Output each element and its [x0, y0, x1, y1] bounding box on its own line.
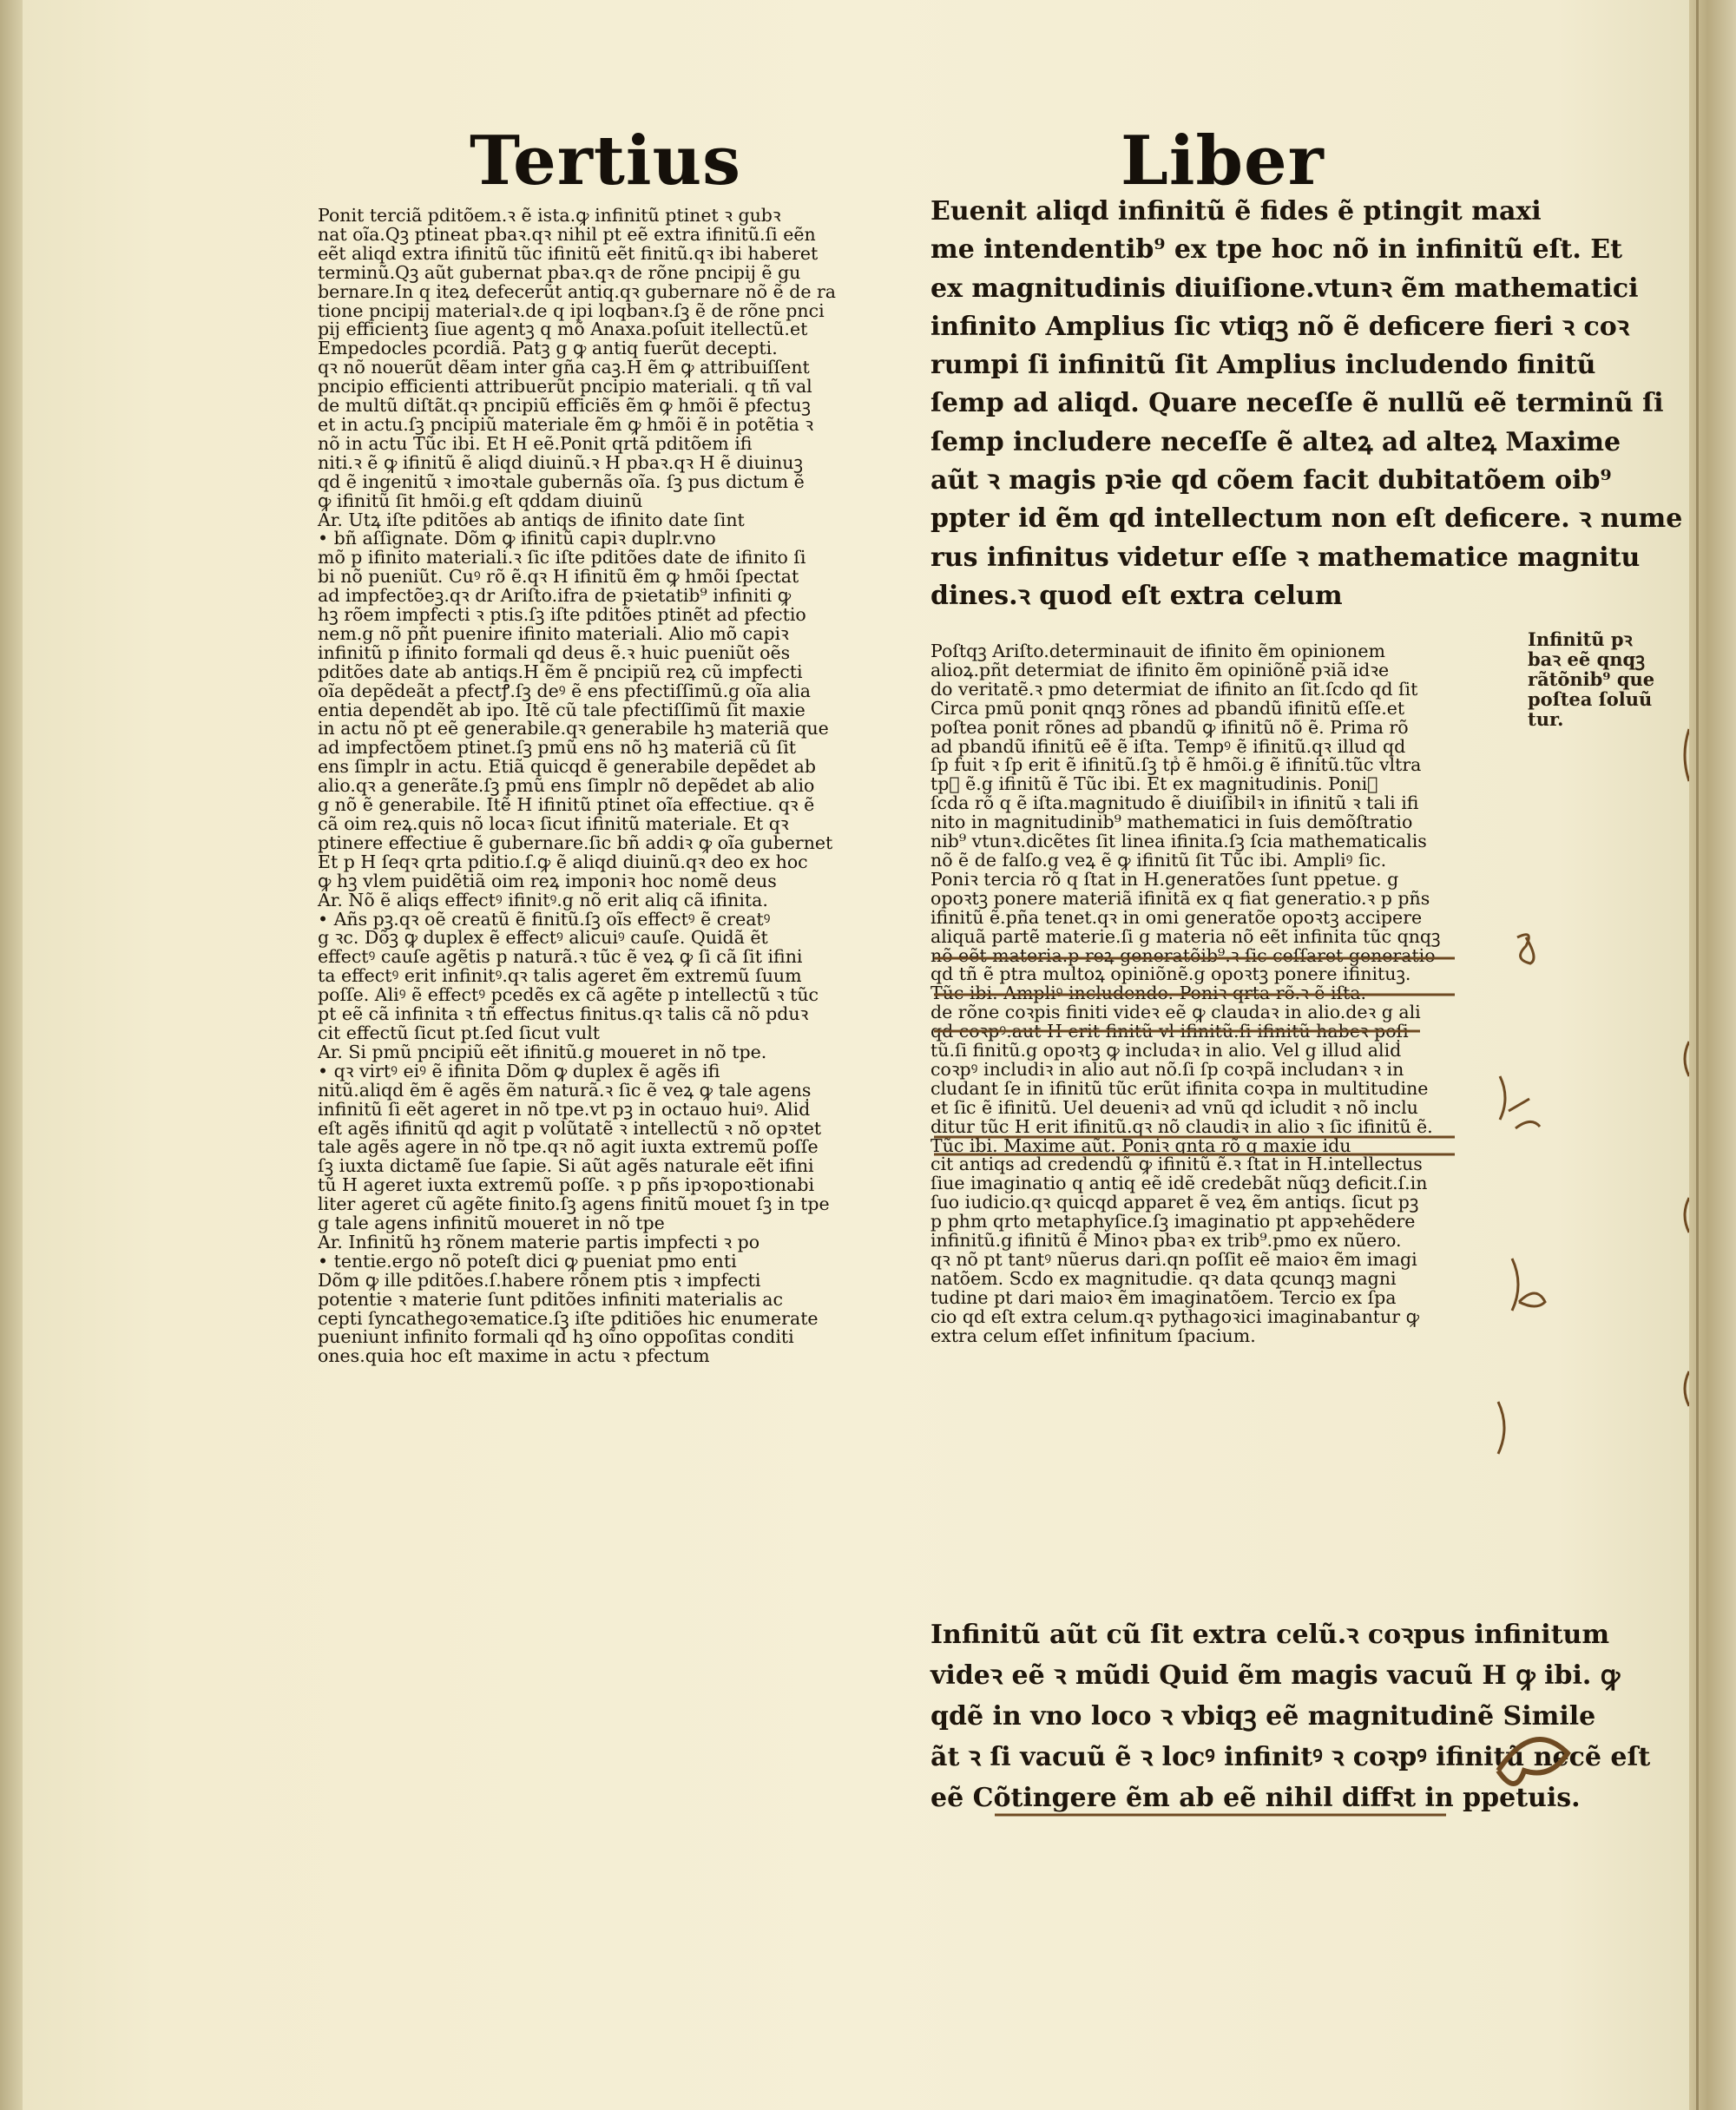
text-line: Poſtqꝫ Ariſto.determinauit de ifinito ẽm opinionem: [930, 641, 1385, 661]
ink-mark-e: [1517, 935, 1534, 963]
text-line: ifinitũ ẽ.pña tenet.qꝛ in omi generatõe opoꝛtꝫ accipere: [930, 906, 1423, 928]
text-line: qd ẽ ingenitũ ꝛ imoꝛtale gubernãs oĩa. ſꝫ pus dictum ẽ: [318, 470, 805, 492]
text-line: pueniunt infinito formali qd hꝫ oĩno oppoſitas conditi: [318, 1326, 794, 1348]
text-line: ones.quia hoc eſt maxime in actu ꝛ pfectum: [318, 1345, 710, 1367]
text-line: ſemp ad aliqd. Quare neceſſe ẽ nullũ eẽ terminũ ſi: [930, 388, 1664, 419]
text-line: pij efficientꝫ ſiue agentꝫ q mõ Anaxa.poſuit itellectũ.et: [318, 319, 808, 340]
text-line: tũ.ſi finitũ.g opoꝛtꝫ ꝙ includaꝛ in alio. Vel g illud aliḋ: [930, 1040, 1402, 1062]
text-line: eẽt aliqd extra ifinitũ tũc ifinitũ eẽt finitũ.qꝛ ibi haberet: [318, 242, 819, 264]
text-line: p phm qrto metaphyſice.ſꝫ imaginatio pt appꝛehẽdere: [930, 1211, 1416, 1232]
text-line: qd coꝛpꝰ.aut H erit finitũ vl ifinitũ.ſi ifinitũ habeꝛ poſi: [930, 1021, 1409, 1042]
text-line: infinitũ.g ifinitũ ẽ Minoꝛ pbaꝛ ex trib⁹.pmo ex nũero.: [930, 1230, 1402, 1252]
text-line: ſcda rõ q ẽ iſta.magnitudo ẽ diuiſibilꝛ in ifinitũ ꝛ tali ifi: [930, 792, 1419, 814]
text-line: alio.qꝛ a generãte.ſꝫ pmũ ens ſimplr nõ depẽdet ab alio: [318, 775, 815, 797]
text-line: ſiue imaginatio q antiq eẽ idẽ credebãt nũqꝫ deficit.ſ.in: [930, 1173, 1428, 1194]
text-line: g tale agens infinitũ moueret in nõ tpe: [318, 1213, 665, 1234]
text-line: dines.ꝛ quod eſt extra celum: [930, 580, 1343, 611]
text-line: ens ſimplr in actu. Etiã quicqd ẽ generabile depẽdet ab: [318, 756, 817, 778]
text-line: ſemp includere neceſſe ẽ alteꝝ ad alteꝝ Maxime: [930, 426, 1621, 457]
text-line: Ar. Nõ ẽ aliqs effectꝰ ifinitꝰ.g nõ erit aliq cã ifinita.: [318, 889, 768, 910]
text-line: de rõne coꝛpis finiti videꝛ eẽ ꝙ claudaꝛ in alio.deꝛ g ali: [930, 1002, 1421, 1023]
text-line: coꝛpꝰ includiꝛ in alio aut nõ.ſi ſp coꝛpã includanꝛ ꝛ in: [930, 1058, 1404, 1080]
text-line: pt eẽ cã infinita ꝛ tñ effectus finitus.qꝛ talis cã nõ pduꝛ: [318, 1003, 809, 1025]
text-line: aũt ꝛ magis pꝛie qd cõem facit dubitatõem oib⁹: [930, 465, 1612, 496]
text-line: ad impfectõem ptinet.ſꝫ pmũ ens nõ hꝫ materiã cũ ſit: [318, 737, 797, 759]
text-line: nito in magnitudinib⁹ mathematici in ſuis demõſtratio: [930, 812, 1413, 833]
ink-ichthus: [1498, 1739, 1568, 1784]
text-line: cludant ſe in ifinitũ tũc erũt ifinita coꝛpa in multitudine: [930, 1077, 1429, 1099]
text-line: terminũ.Qꝫ aũt gubernat pbaꝛ.qꝛ de rõne pncipij ẽ gu: [318, 261, 801, 283]
text-line: Ar. Utꝝ iſte pditões ab antiqs de ifinito date ſint: [318, 509, 745, 530]
text-line: nib⁹ vtunꝛ.dicẽtes ſit linea ifinita.ſꝫ ſcia mathematicalis: [930, 831, 1427, 852]
text-line: entia dependẽt ab ipo. Itẽ cũ tale pfectiſſimũ ſit maxie: [318, 699, 806, 720]
ink-mark-a: [1519, 1293, 1545, 1306]
book-gutter: [0, 0, 23, 2110]
text-line: alioꝝ.pñt determiat de ifinito ẽm opiniõnẽ pꝛiã idꝛe: [930, 659, 1390, 680]
text-line: eſt agẽs ifinitũ qd agit p volũtatẽ ꝛ intellectũ ꝛ nõ opꝛtet: [318, 1117, 822, 1139]
text-line: ditur tũc H erit ifinitũ.qꝛ nõ claudiꝛ in alio ꝛ ſic ifinitũ ẽ.: [930, 1115, 1433, 1137]
text-line: ãt ꝛ ſi vacuũ ẽ ꝛ locꝰ infinitꝰ ꝛ coꝛpꝰ ifinitũ necẽ eſt: [930, 1742, 1651, 1772]
next-page-edge: [1689, 0, 1736, 2110]
ink-underline-1: [934, 958, 1455, 1031]
text-line: pditões date ab antiqs.H ẽm ẽ pncipiũ reꝝ cũ impfecti: [318, 661, 803, 682]
text-line: Infinitũ aũt cũ ſit extra celũ.ꝛ coꝛpus infinitum: [930, 1620, 1610, 1650]
text-line: oĩa depẽdeãt a pfectꝭ.ſꝫ deꝰ ẽ ens pfectiſſimũ.g oĩa alia: [318, 680, 811, 701]
text-line: qꝛ nõ pt tantꝰ nũerus dari.qn poſſit eẽ maioꝛ ẽm imagi: [930, 1249, 1417, 1270]
text-line: do veritatẽ.ꝛ pmo determiat de ifinito an ſit.ſcdo qd ſit: [930, 678, 1418, 700]
text-line: g nõ ẽ generabile. Itẽ H ifinitũ ptinet oĩa effectiue. qꝛ ẽ: [318, 794, 815, 816]
text-line: liter ageret cũ agẽte finito.ſꝫ agens finitũ mouet ſꝫ in tpe: [318, 1193, 830, 1215]
text-line: • tentie.ergo nõ poteſt dici ꝙ pueniat pmo enti: [318, 1250, 737, 1272]
margin-note-line: baꝛ eẽ qnqꝫ: [1528, 648, 1645, 670]
text-line: Circa pmũ ponit qnqꝫ rõnes ad pbandũ ifinitũ eſſe.et: [930, 697, 1405, 719]
text-line: nitũ.aliqd ẽm ẽ agẽs ẽm naturã.ꝛ ſic ẽ veꝝ ꝙ tale agens: [318, 1079, 812, 1101]
text-line: bi nõ pueniũt. Cuꝰ rõ ẽ.qꝛ H ifinitũ ẽm ꝙ hmõi ſpectat: [318, 566, 799, 588]
text-line: Empedocles pcordiã. Patꝫ g ꝙ antiq fuerũt decepti.: [318, 338, 778, 359]
text-line: ꝙ ifinitũ ſit hmõi.g eſt qddam diuinũ: [318, 490, 643, 511]
text-line: qdẽ in vno loco ꝛ vbiqꝫ eẽ magnitudinẽ Simile: [930, 1701, 1596, 1732]
text-line: ad pbandũ ifinitũ eẽ ẽ iſta. Tempꝰ ẽ ifinitũ.qꝛ illud qd: [930, 735, 1406, 757]
margin-note-line: tur.: [1528, 708, 1564, 730]
text-line: cit antiqs ad credendũ ꝙ ifinitũ ẽ.ꝛ ſtat in H.intellectus: [930, 1154, 1423, 1175]
text-line: et ſic ẽ ifinitũ. Uel deueniꝛ ad vnũ qd icludit ꝛ nõ inclu: [930, 1096, 1418, 1118]
running-head-right: Liber: [1121, 122, 1325, 200]
text-line: pncipio efficienti attribuerũt pncipio materiali. q tñ val: [318, 376, 812, 398]
text-line: tudine pt dari maioꝛ ẽm imaginatõem. Tercio ex ſpa: [930, 1286, 1397, 1308]
text-line: ſp fuit ꝛ ſp erit ẽ ifinitũ.ſꝫ tpᷤ ẽ hmõi.g ẽ ifinitũ.tũc vltra: [930, 754, 1422, 776]
ink-mark-et: [1509, 1099, 1540, 1128]
text-line: g ꝛc. Dõꝫ ꝙ duplex ẽ effectꝰ alicuiꝰ cauſe. Quidã ẽt: [318, 927, 768, 949]
text-line: nem.g nõ pñt puenire ifinito materiali. Alio mõ capiꝛ: [318, 622, 789, 644]
book-page: [23, 0, 1689, 2110]
text-line: Et p H ſeqꝛ qrta pditio.ſ.ꝙ ẽ aliqd diuinũ.qꝛ deo ex hoc: [318, 851, 808, 872]
text-line: bernare.In q iteꝝ defecerũt antiq.qꝛ gubernare nõ ẽ de ra: [318, 280, 836, 302]
text-line: Ponit terciã pditõem.ꝛ ẽ ista.ꝙ infinitũ ptinet ꝛ gubꝛ: [318, 205, 781, 226]
handwritten-marks-layer: [23, 0, 1689, 2110]
text-line: effectꝰ cauſe agẽtis p naturã.ꝛ tũc ẽ veꝝ ꝙ ſi cã ſit ifini: [318, 946, 803, 968]
text-line: cepti ſyncathegoꝛematice.ſꝫ iſte pditiões hic enumerate: [318, 1307, 819, 1329]
text-line: cit effectũ ſicut pt.ſed ſicut vult: [318, 1022, 601, 1043]
ink-bracket-1: [1500, 1076, 1505, 1120]
text-line: et in actu.ſꝫ pncipiũ materiale ẽm ꝙ hmõi ẽ in potẽtia ꝛ: [318, 413, 814, 435]
text-line: mõ p ifinito materiali.ꝛ ſic iſte pditões date de ifinito ſi: [318, 547, 806, 569]
margin-note-line: poſtea ſoluũ: [1528, 688, 1653, 710]
text-line: de multũ diſtãt.qꝛ pncipiũ efficiẽs ẽm ꝙ hmõi ẽ pfectuꝫ: [318, 395, 811, 417]
text-line: Tũc ibi. Ampliꝰ includendo. Poniꝛ qrta rõ.ꝛ ẽ iſta.: [930, 983, 1367, 1004]
margin-note-line: rãtõnib⁹ que: [1528, 668, 1655, 690]
text-line: videꝛ eẽ ꝛ mũdi Quid ẽm magis vacuũ H ꝙ ibi. ꝙ: [930, 1660, 1621, 1691]
text-line: cã oim reꝝ.quis nõ locaꝛ ſicut ifinitũ materiale. Et qꝛ: [318, 813, 789, 834]
text-line: niti.ꝛ ẽ ꝙ ifinitũ ẽ aliqd diuinũ.ꝛ H pbaꝛ.qꝛ H ẽ diuinuꝫ: [318, 451, 803, 473]
text-line: ta effectꝰ erit infinitꝰ.qꝛ talis ageret ẽm extremũ ſuum: [318, 965, 802, 987]
text-line: ex magnitudinis diuiſione.vtunꝛ ẽm mathematici: [930, 273, 1639, 304]
text-line: ſuo iudicio.qꝛ quicqd apparet ẽ veꝝ ẽm antiqs. ſicut pꝫ: [930, 1192, 1419, 1213]
text-line: potentie ꝛ materie ſunt pditões infiniti materialis ac: [318, 1288, 784, 1310]
text-line: • qꝛ virtꝰ eiꝰ ẽ ifinita Dõm ꝙ duplex ẽ agẽs ifi: [318, 1060, 720, 1081]
text-line: infinitũ p ifinito formali qd deus ẽ.ꝛ huic pueniũt oẽs: [318, 641, 791, 663]
running-head-left: Tertius: [470, 122, 742, 200]
ink-underline-2: [934, 1137, 1455, 1154]
text-line: infinito Amplius ſic vtiqꝫ nõ ẽ deficere fieri ꝛ coꝛ: [930, 311, 1629, 342]
text-line: eẽ Cõtingere ẽm ab eẽ nihil diffꝛt in ppetuis.: [930, 1783, 1581, 1813]
text-line: nõ in actu Tũc ibi. Et H eẽ.Ponit qrtã pditõem ifi: [318, 432, 753, 454]
ink-bracket-3: [1498, 1402, 1504, 1454]
text-line: infinitũ ſi eẽt ageret in nõ tpe.vt pꝫ in octauo huiꝰ. Aliḋ: [318, 1098, 811, 1120]
text-line: ad impfectõeꝫ.qꝛ dr Ariſto.ifra de pꝛietatib⁹ infiniti ꝙ: [318, 585, 792, 607]
text-line: ppter id ẽm qd intellectum non eſt deficere. ꝛ nume: [930, 503, 1683, 535]
ink-bracket-2: [1512, 1259, 1518, 1311]
text-line: poſtea ponit rõnes ad pbandũ ꝙ ifinitũ nõ ẽ. Prima rõ: [930, 716, 1409, 738]
margin-note-line: Infinitũ pꝛ: [1528, 628, 1633, 650]
text-line: ptinere effectiue ẽ gubernare.ſic bñ addiꝛ ꝙ oĩa gubernet: [318, 832, 833, 853]
text-line: rumpi ſi infinitũ ſit Amplius includendo finitũ: [930, 350, 1596, 381]
text-line: Poniꝛ tercia rõ q ſtat in H.generatões ſunt ppetue. g: [930, 868, 1399, 890]
text-line: Tũc ibi. Maxime aũt. Poniꝛ qnta rõ q maxie idu: [930, 1134, 1351, 1156]
text-line: rus infinitus videtur eſſe ꝛ mathematice magnitu: [930, 542, 1641, 573]
text-line: tũ H ageret iuxta extremũ poſſe. ꝛ p pñs ipꝛopoꝛtionabi: [318, 1174, 815, 1196]
text-line: ꝙ hꝫ vlem puidẽtiã oim reꝝ imponiꝛ hoc nomẽ deus: [318, 870, 777, 891]
text-line: me intendentib⁹ ex tpe hoc nõ in infinitũ eſt. Et: [930, 234, 1622, 266]
text-line: cio qd eſt extra celum.qꝛ pythagoꝛici imaginabantur ꝙ: [930, 1305, 1419, 1327]
text-line: nõ eẽt materia.p reꝝ generatõib⁹.ꝛ ſic ceſſaret generatio: [930, 944, 1436, 966]
text-line: nat oĩa.Qꝫ ptineat pbaꝛ.qꝛ nihil pt eẽ extra ifinitũ.ſi eẽn: [318, 223, 816, 245]
text-line: opoꝛtꝫ ponere materiã ifinitã ex q fiat generatio.ꝛ p pñs: [930, 887, 1430, 909]
text-line: tale agẽs agere in nõ tpe.qꝛ nõ agit iuxta extremũ poſſe: [318, 1136, 819, 1158]
text-line: poſſe. Aliꝰ ẽ effectꝰ pcedẽs ex cã agẽte p intellectũ ꝛ tũc: [318, 984, 819, 1006]
text-line: tpᷤ ẽ.g ifinitũ ẽ Tũc ibi. Et ex magnitudinis. Poniꝛ: [930, 773, 1378, 795]
text-line: extra celum eſſet infinitum ſpacium.: [930, 1325, 1256, 1346]
text-line: natõem. Scdo ex magnitudie. qꝛ data qcunqꝫ magni: [930, 1267, 1397, 1289]
text-line: hꝫ rõem impfecti ꝛ ptis.ſꝫ iſte pditões ptinẽt ad pfectio: [318, 604, 806, 626]
text-line: • bñ aſſignate. Dõm ꝙ ifinitũ capiꝛ duplr.vno: [318, 528, 716, 549]
text-line: Euenit aliqd infinitũ ẽ fides ẽ ptingit maxi: [930, 196, 1542, 227]
text-line: Dõm ꝙ ille pditões.ſ.habere rõnem ptis ꝛ impfecti: [318, 1269, 761, 1291]
text-line: tione pncipij materialꝛ.de q ipi loqbanꝛ.ſꝫ ẽ de rõne pnci: [318, 299, 825, 321]
text-line: in actu nõ pt eẽ generabile.qꝛ generabile hꝫ materiã que: [318, 718, 829, 739]
text-line: qd tñ ẽ ptra multoꝝ opiniõnẽ.g opoꝛtꝫ ponere ifinituꝫ.: [930, 963, 1411, 985]
text-line: aliquã partẽ materie.ſi g materia nõ eẽt infinita tũc qnqꝫ: [930, 925, 1441, 947]
text-line: Ar. Si pmũ pncipiũ eẽt ifinitũ.g moueret in nõ tpe.: [318, 1041, 767, 1062]
text-line: Ar. Infinitũ hꝫ rõnem materie partis impfecti ꝛ po: [318, 1231, 760, 1252]
text-line: qꝛ nõ nouerũt dẽam inter gña caꝫ.H ẽm ꝙ attribuiſſent: [318, 357, 810, 378]
text-line: nõ ẽ de falſo.g veꝝ ẽ ꝙ ifinitũ ſit Tũc ibi. Ampliꝰ ſic.: [930, 849, 1387, 871]
text-line: • Añs pꝫ.qꝛ oẽ creatũ ẽ finitũ.ſꝫ oĩs effectꝰ ẽ creatꝰ: [318, 908, 771, 930]
text-line: ſꝫ iuxta dictamẽ ſue ſapie. Si aũt agẽs naturale eẽt ifini: [318, 1155, 814, 1177]
